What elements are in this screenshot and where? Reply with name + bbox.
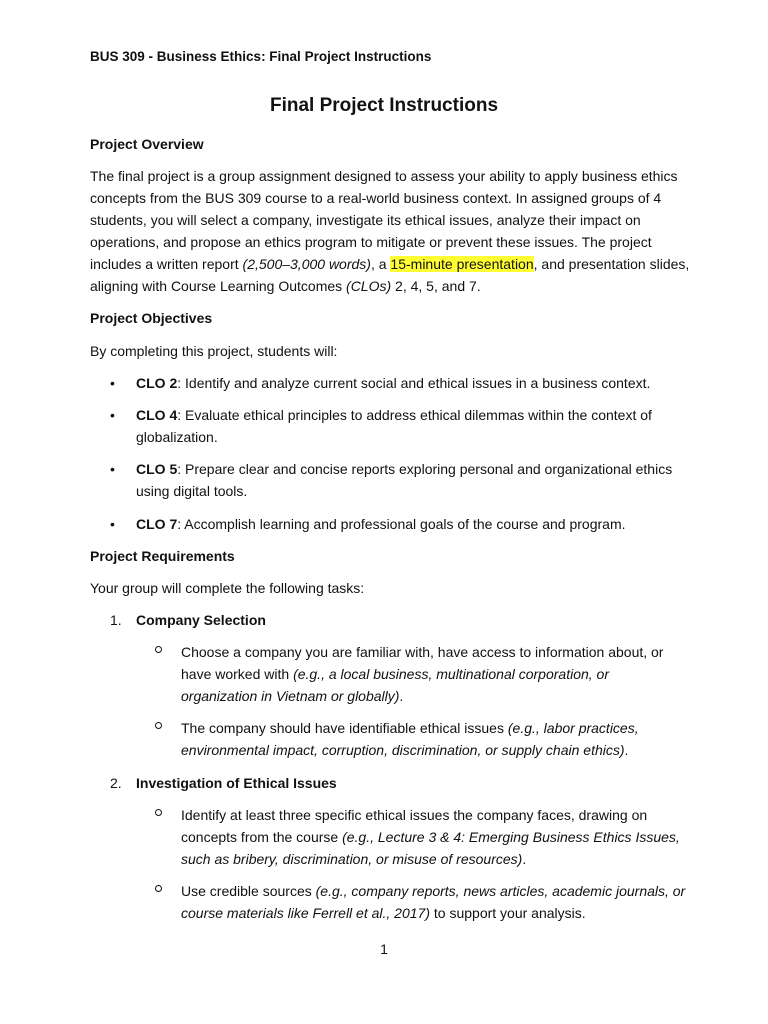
task-title: Investigation of Ethical Issues	[136, 775, 337, 791]
objectives-heading: Project Objectives	[90, 310, 213, 326]
circle-bullet-icon	[155, 646, 162, 653]
circle-bullet-icon	[155, 885, 162, 892]
task-title: Company Selection	[136, 612, 266, 628]
bullet-icon: •	[110, 461, 115, 477]
overview-heading: Project Overview	[90, 136, 204, 152]
requirements-intro: Your group will complete the following tasks:	[90, 580, 365, 596]
highlighted-text: 15-minute presentation	[390, 256, 534, 272]
page-header: BUS 309 - Business Ethics: Final Project Instructions	[90, 49, 432, 64]
page-title: Final Project Instructions	[269, 95, 499, 116]
requirements-heading: Project Requirements	[90, 548, 235, 564]
bullet-icon: •	[110, 407, 115, 423]
circle-bullet-icon	[155, 809, 162, 816]
bullet-icon: •	[110, 375, 115, 391]
overview-paragraph: The final project is a group assignment designed to assess your ability to apply business ethics concepts from the BUS 309 course to a real-world business context. In assigned groups of 4 students, you will select a company, investigate its ethical issues, analyze their impact on operations, and propose an ethics program to mitigate or prevent these issues. The project includes a written report (2,500–3,000 words), a 15-minute presentation, and presentation slides, aligning with Course Learning Outcomes (CLOs) 2, 4, 5, and 7.	[90, 168, 690, 294]
bullet-icon: •	[110, 516, 115, 532]
page-number: 1	[380, 941, 388, 957]
objectives-intro: By completing this project, students will:	[90, 343, 338, 359]
circle-bullet-icon	[155, 722, 162, 729]
document-page: BUS 309 - Business Ethics: Final Project Instructions Final Project Instructions Project Overview The final project is a group assignment designed to assess your ability to apply business ethics concepts from the BUS 309 course to a real-world business context. In assigned groups of 4 students, you will select a company, investigate its ethical issues, analyze their impact on operations, and propose an ethics program to mitigate or prevent these issues. The project includes a written report (2,500–3,000 words), a 15-minute presentation, and presentation slides, aligning with Course Learning Outcomes (CLOs) 2, 4, 5, and 7. Project Objectives By completing this project, students will: • CLO 2: Identify and analyze current social and ethical issues in a business context. • CLO 4: Evaluate ethical principles to address ethical dilemmas within the context of globalization. • CLO 5: Prepare clear and concise reports exploring personal and organizational ethics using digital tools. • CLO 7: Accomplish learning and professional goals of the course and program. Project Requirements Your group will complete the following tasks: 1. Company Selection Choose a company you are familiar with, have access to information about, or have worked with (e.g., a local business, multinational corporation, or organization in Vietnam or globally). The company should have identifiable ethical issues (e.g., labor practices, environmental impact, corruption, discrimination, or supply chain ethics). 2. Investigation of Ethical Issues Identify at least three specific ethical issues the company faces, drawing on concepts from the course (e.g., Lecture 3 & 4: Emerging Business Ethics Issues, such as bribery, discrimination, or misuse of resources). Use credible sources (e.g., company reports, news articles, academic journals, or course materials like Ferrell et al., 2017) to support your analysis. 1	[0, 0, 768, 1024]
